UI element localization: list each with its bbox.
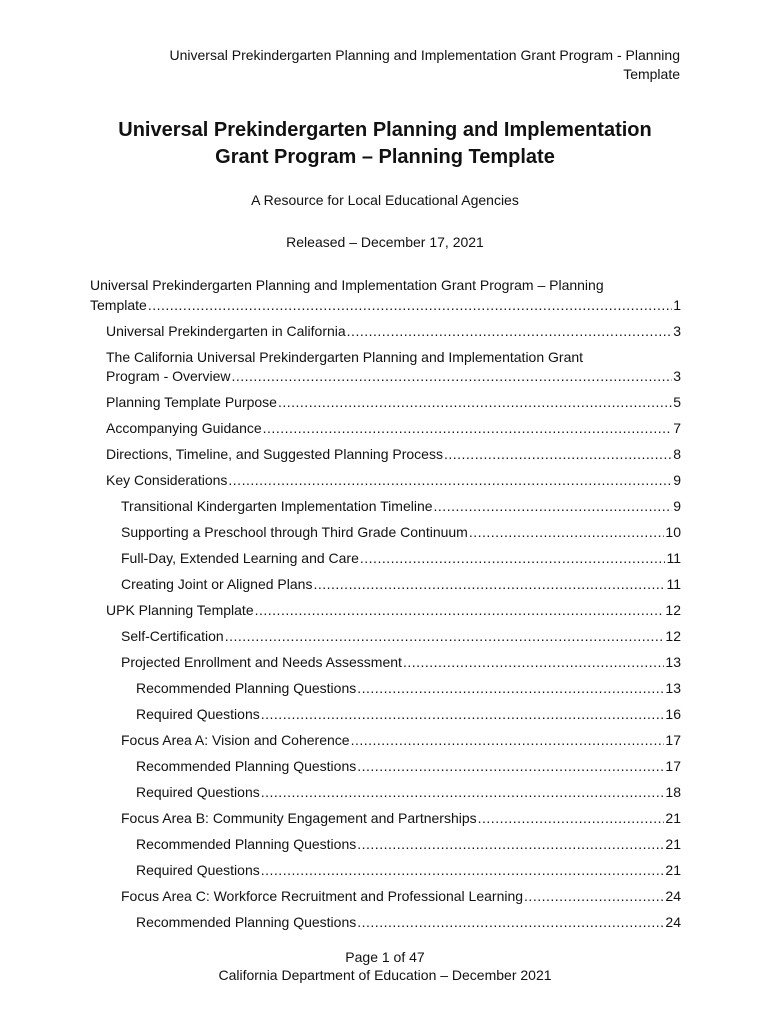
toc-entry[interactable] [121, 809, 681, 829]
toc-entry-text-line: The California Universal Prekindergarten Planning and Implementation Grant [106, 348, 584, 365]
toc-entry-text-line: Universal Prekindergarten Planning and Implementation Grant Program – Planning [90, 277, 604, 293]
toc-page-number: 9 [673, 498, 681, 514]
toc-entry-text: Focus Area C: Workforce Recruitment and Professional Learning [121, 888, 524, 904]
toc-page-number: 12 [665, 628, 681, 644]
toc-dot-leader [148, 296, 672, 316]
document-title [0, 117, 770, 171]
toc-entry[interactable] [106, 445, 681, 465]
toc-entry[interactable] [121, 575, 681, 595]
toc-entry[interactable] [121, 523, 681, 543]
toc-entry[interactable] [121, 627, 681, 647]
toc-entry-text: Projected Enrollment and Needs Assessment [121, 654, 402, 670]
toc-entry-text: Recommended Planning Questions [136, 914, 357, 930]
release-date: Released – December 17, 2021 [286, 234, 484, 250]
toc-dot-leader [261, 861, 665, 881]
toc-entry[interactable] [90, 276, 681, 315]
toc-dot-leader [261, 783, 665, 803]
toc-page-number: 24 [665, 914, 681, 930]
toc-entry-text: UPK Planning Template [106, 602, 254, 618]
toc-dot-leader [357, 835, 664, 855]
toc-page-number: 24 [665, 888, 681, 904]
toc-dot-leader [278, 393, 672, 413]
toc-page-number: 17 [665, 732, 681, 748]
toc-entry[interactable] [106, 419, 681, 439]
toc-entry[interactable] [106, 348, 681, 387]
toc-dot-leader [357, 757, 664, 777]
toc-entry[interactable] [136, 757, 681, 777]
toc-page-number: 21 [665, 836, 681, 852]
toc-entry-text: Accompanying Guidance [106, 420, 262, 436]
toc-page-number: 7 [673, 420, 681, 436]
toc-entry-text: Transitional Kindergarten Implementation Timeline [121, 498, 433, 514]
toc-dot-leader [255, 601, 665, 621]
toc-dot-leader [225, 627, 665, 647]
toc-page-number: 3 [673, 368, 681, 384]
toc-entry-text: Focus Area B: Community Engagement and Partnerships [121, 810, 477, 826]
toc-entry-text: Creating Joint or Aligned Plans [121, 576, 313, 592]
toc-dot-leader [231, 367, 672, 387]
toc-entry[interactable] [106, 322, 681, 342]
document-title-line-1: Universal Prekindergarten Planning and Implementation [118, 119, 652, 141]
toc-dot-leader [524, 887, 664, 907]
toc-entry[interactable] [121, 497, 681, 517]
toc-entry-text: Planning Template Purpose [106, 394, 277, 410]
toc-entry[interactable] [106, 601, 681, 621]
page-number: Page 1 of 47 [345, 949, 425, 965]
toc-page-number: 9 [673, 472, 681, 488]
toc-dot-leader [261, 705, 665, 725]
toc-page-number: 3 [673, 322, 681, 339]
toc-dot-leader [313, 575, 665, 595]
toc-page-number: 18 [665, 784, 681, 800]
toc-page-number: 5 [673, 394, 681, 410]
toc-entry-text: Full-Day, Extended Learning and Care [121, 550, 359, 566]
toc-entry[interactable] [136, 861, 681, 881]
toc-entry[interactable] [121, 653, 681, 673]
toc-entry-text: Required Questions [136, 862, 260, 878]
running-header [80, 46, 680, 84]
toc-dot-leader [444, 445, 672, 465]
toc-entry[interactable] [136, 679, 681, 699]
toc-page-number: 17 [665, 758, 681, 774]
running-header-line-1: Universal Prekindergarten Planning and Implementation Grant Program - Planning [169, 47, 680, 63]
toc-entry-text: Recommended Planning Questions [136, 758, 357, 774]
toc-entry[interactable] [136, 783, 681, 803]
toc-entry-text: Recommended Planning Questions [136, 680, 357, 696]
toc-page-number: 21 [665, 810, 681, 826]
toc-dot-leader [357, 913, 664, 933]
table-of-contents [90, 276, 681, 939]
toc-dot-leader [347, 322, 673, 342]
toc-entry-text: Self-Certification [121, 628, 224, 644]
toc-entry-text: Template [90, 296, 147, 313]
toc-dot-leader [357, 679, 664, 699]
toc-dot-leader [434, 497, 673, 517]
toc-page-number: 11 [666, 550, 681, 566]
toc-entry-text: Key Considerations [106, 472, 228, 488]
toc-dot-leader [469, 523, 665, 543]
toc-entry-text: Directions, Timeline, and Suggested Planning Process [106, 446, 443, 462]
page-footer [0, 948, 770, 984]
running-header-line-2: Template [623, 66, 680, 82]
toc-entry[interactable] [121, 549, 681, 569]
toc-page-number: 8 [673, 446, 681, 462]
toc-page-number: 16 [665, 706, 681, 722]
toc-entry[interactable] [121, 731, 681, 751]
toc-entry-text: Focus Area A: Vision and Coherence [121, 732, 350, 748]
document-title-line-2: Grant Program – Planning Template [215, 146, 555, 168]
toc-entry-text: Program - Overview [106, 368, 231, 384]
toc-page-number: 21 [665, 862, 681, 878]
toc-page-number: 11 [666, 576, 681, 592]
toc-entry-text: Universal Prekindergarten in California [106, 322, 346, 339]
toc-entry[interactable] [136, 913, 681, 933]
toc-dot-leader [263, 419, 673, 439]
toc-entry[interactable] [121, 887, 681, 907]
toc-dot-leader [478, 809, 665, 829]
toc-page-number: 1 [673, 296, 681, 313]
toc-entry-text: Required Questions [136, 784, 260, 800]
toc-dot-leader [228, 471, 672, 491]
toc-page-number: 10 [665, 524, 681, 540]
toc-page-number: 12 [665, 602, 681, 618]
toc-entry[interactable] [136, 835, 681, 855]
footer-organization: California Department of Education – December 2021 [218, 967, 552, 983]
toc-entry[interactable] [106, 471, 681, 491]
toc-page-number: 13 [665, 654, 681, 670]
toc-entry-text: Required Questions [136, 706, 260, 722]
toc-entry[interactable] [136, 705, 681, 725]
toc-dot-leader [351, 731, 665, 751]
toc-entry-text: Recommended Planning Questions [136, 836, 357, 852]
toc-page-number: 13 [665, 680, 681, 696]
toc-dot-leader [360, 549, 666, 569]
toc-entry[interactable] [106, 393, 681, 413]
toc-dot-leader [403, 653, 664, 673]
toc-entry-text: Supporting a Preschool through Third Grade Continuum [121, 524, 468, 540]
document-subtitle: A Resource for Local Educational Agencies [251, 192, 519, 208]
